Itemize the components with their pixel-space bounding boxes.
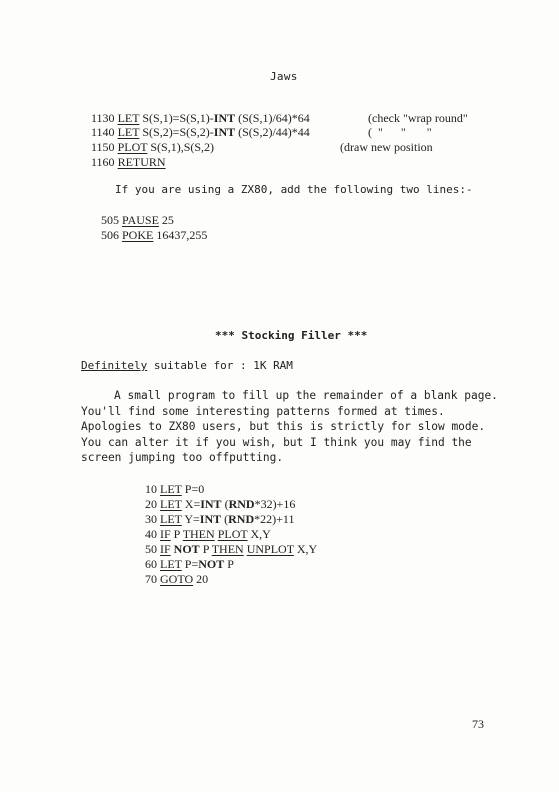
code-text: X,Y bbox=[247, 527, 271, 541]
code-line-1140 bbox=[91, 125, 310, 140]
keyword: POKE bbox=[122, 228, 154, 242]
description-paragraph: A small program to fill up the remainder of a blank page. You'll find some interesting patterns formed at times. Apologies to ZX80 users, but this is strictly for slow mode. You can alter it if you wish, but I think you may find the screen jumping too offputting. bbox=[81, 389, 498, 465]
keyword: THEN bbox=[211, 542, 244, 556]
page-header-title: Jaws bbox=[270, 70, 298, 83]
suitability-text: suitable for : 1K RAM bbox=[147, 359, 293, 372]
page-number: 73 bbox=[472, 717, 484, 731]
code-line-40 bbox=[145, 527, 271, 542]
zx80-note: If you are using a ZX80, add the following two lines:- bbox=[115, 183, 473, 196]
code-line-60 bbox=[145, 557, 234, 572]
line-number: 30 bbox=[145, 512, 157, 526]
code-text: (S(S,2)/44)*44 bbox=[235, 125, 310, 139]
keyword: PAUSE bbox=[122, 213, 159, 227]
line-number: 50 bbox=[145, 542, 157, 556]
code-text: S(S,1),S(S,2) bbox=[147, 140, 215, 154]
code-comment-1140: ( " " " bbox=[368, 125, 432, 139]
keyword: PLOT bbox=[117, 140, 148, 154]
code-text: 16437,255 bbox=[153, 228, 208, 242]
code-line-20 bbox=[145, 497, 295, 512]
code-text: (S(S,1)/64)*64 bbox=[235, 111, 310, 125]
code-line-1150 bbox=[91, 140, 214, 155]
keyword: INT bbox=[213, 111, 236, 125]
suitability-label: Definitely bbox=[81, 359, 148, 372]
code-line-50 bbox=[145, 542, 317, 557]
keyword: NOT bbox=[198, 557, 225, 571]
line-number: 1150 bbox=[91, 140, 115, 154]
keyword: RND bbox=[228, 497, 255, 511]
code-line-505 bbox=[101, 213, 174, 228]
code-text: X= bbox=[181, 497, 201, 511]
code-text: ( bbox=[221, 512, 229, 526]
line-number: 1130 bbox=[91, 111, 115, 125]
code-text: 20 bbox=[193, 572, 209, 586]
keyword: NOT bbox=[173, 542, 200, 556]
line-number: 60 bbox=[145, 557, 157, 571]
keyword: LET bbox=[160, 557, 182, 571]
keyword: IF bbox=[160, 527, 171, 541]
keyword: LET bbox=[160, 497, 182, 511]
code-text: ( bbox=[221, 497, 229, 511]
code-text: P= bbox=[181, 557, 199, 571]
line-number: 506 bbox=[101, 228, 119, 242]
code-line-70 bbox=[145, 572, 208, 587]
keyword: PLOT bbox=[217, 527, 248, 541]
keyword: LET bbox=[117, 125, 140, 139]
keyword: UNPLOT bbox=[246, 542, 294, 556]
code-text: P bbox=[170, 527, 183, 541]
keyword: LET bbox=[160, 512, 182, 526]
line-number: 10 bbox=[145, 482, 157, 496]
keyword: GOTO bbox=[160, 572, 194, 586]
keyword: RETURN bbox=[117, 155, 166, 169]
section-title: *** Stocking Filler *** bbox=[215, 329, 368, 342]
code-line-506 bbox=[101, 228, 207, 243]
keyword: RND bbox=[228, 512, 255, 526]
keyword: LET bbox=[160, 482, 182, 496]
line-number: 40 bbox=[145, 527, 157, 541]
keyword: INT bbox=[200, 497, 222, 511]
suitability-line bbox=[81, 359, 293, 372]
line-number: 70 bbox=[145, 572, 157, 586]
code-line-10 bbox=[145, 482, 204, 497]
keyword: IF bbox=[160, 542, 171, 556]
code-comment-1150: (draw new position bbox=[340, 140, 433, 154]
code-line-1130 bbox=[91, 111, 310, 126]
code-text: P bbox=[199, 542, 212, 556]
code-line-1160 bbox=[91, 155, 166, 170]
line-number: 20 bbox=[145, 497, 157, 511]
keyword: LET bbox=[117, 111, 140, 125]
line-number: 1160 bbox=[91, 155, 115, 169]
code-text: *32)+16 bbox=[254, 497, 296, 511]
line-number: 505 bbox=[101, 213, 119, 227]
code-text: S(S,2)=S(S,2)- bbox=[139, 125, 214, 139]
line-number: 1140 bbox=[91, 125, 115, 139]
code-text: X,Y bbox=[293, 542, 318, 556]
code-text: P=0 bbox=[181, 482, 205, 496]
keyword: THEN bbox=[182, 527, 215, 541]
code-text: 25 bbox=[158, 213, 174, 227]
keyword: INT bbox=[213, 125, 236, 139]
code-text: *22)+11 bbox=[254, 512, 295, 526]
code-text: P bbox=[224, 557, 234, 571]
code-comment-1130: (check "wrap round" bbox=[368, 111, 468, 125]
code-line-30 bbox=[145, 512, 294, 527]
keyword: INT bbox=[199, 512, 222, 526]
code-text: Y= bbox=[181, 512, 200, 526]
code-text: S(S,1)=S(S,1)- bbox=[139, 111, 214, 125]
